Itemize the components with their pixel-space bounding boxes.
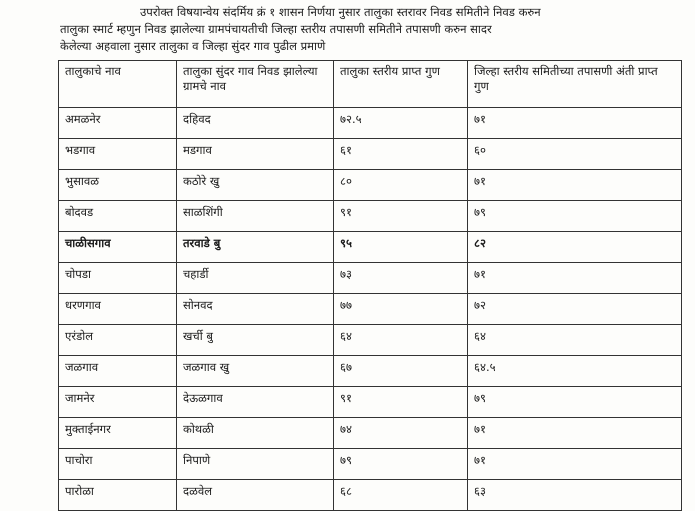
cell-district-score: ७९ <box>468 387 682 418</box>
table-row <box>59 294 682 325</box>
cell-village: सोनवद <box>177 294 334 325</box>
cell-district-score: ७९ <box>468 201 682 232</box>
cell-village: कोथळी <box>177 418 334 449</box>
cell-village: देऊळगाव <box>177 387 334 418</box>
table-row <box>59 480 682 511</box>
cell-district-score: ७२ <box>468 294 682 325</box>
cell-district-score: ७१ <box>468 170 682 201</box>
cell-village: निपाणे <box>177 449 334 480</box>
cell-taluka: जामनेर <box>59 387 177 418</box>
cell-taluka-score: ९५ <box>334 232 468 263</box>
cell-taluka: चोपडा <box>59 263 177 294</box>
cell-taluka-score: ९१ <box>334 201 468 232</box>
header-taluka-name: तालुकाचे नाव <box>59 61 177 108</box>
intro-line-2: तालुका स्मार्ट म्हणुन निवड झालेल्या ग्रामपंचायतीची जिल्हा स्तरीय तपासणी समितीने तपासणी करुन सादर <box>60 22 492 36</box>
cell-taluka-score: ६७ <box>334 356 468 387</box>
cell-taluka: पाचोरा <box>59 449 177 480</box>
cell-taluka: भुसावळ <box>59 170 177 201</box>
table-row <box>59 263 682 294</box>
intro-paragraph <box>60 4 660 55</box>
intro-line-3: केलेल्या अहवाला नुसार तालुका व जिल्हा सुंदर गाव पुढील प्रमाणे <box>60 39 326 53</box>
cell-taluka: पारोळा <box>59 480 177 511</box>
cell-taluka: जळगाव <box>59 356 177 387</box>
cell-taluka: चाळीसगाव <box>59 232 177 263</box>
cell-village: चहार्डी <box>177 263 334 294</box>
cell-taluka-score: ७४ <box>334 418 468 449</box>
cell-district-score: ६४.५ <box>468 356 682 387</box>
header-district-score: जिल्हा स्तरीय समितीच्या तपासणी अंती प्राप्त गुण <box>468 61 682 108</box>
table-header-row <box>59 61 682 108</box>
intro-line-1: उपरोक्त विषयान्वेय संदर्मिय क्रं १ शासन निर्णया नुसार तालुका स्तरावर निवड समितीने निवड करुन <box>140 5 541 19</box>
cell-district-score: ६३ <box>468 480 682 511</box>
cell-taluka-score: ६४ <box>334 325 468 356</box>
cell-district-score: ७१ <box>468 263 682 294</box>
cell-district-score: ८२ <box>468 232 682 263</box>
table-row <box>59 356 682 387</box>
cell-village: मडगाव <box>177 139 334 170</box>
header-village-name: तालुका सुंदर गाव निवड झालेल्या ग्रामचे नाव <box>177 61 334 108</box>
cell-taluka-score: ८० <box>334 170 468 201</box>
cell-village: दहिवद <box>177 108 334 139</box>
cell-taluka: एरंडोल <box>59 325 177 356</box>
cell-taluka-score: ७७ <box>334 294 468 325</box>
cell-district-score: ६० <box>468 139 682 170</box>
cell-taluka: मुक्ताईनगर <box>59 418 177 449</box>
cell-district-score: ७१ <box>468 108 682 139</box>
table-row <box>59 201 682 232</box>
cell-taluka: धरणगाव <box>59 294 177 325</box>
cell-taluka: बोदवड <box>59 201 177 232</box>
table-row <box>59 139 682 170</box>
village-score-table <box>58 60 682 511</box>
cell-village: कठोरे खु <box>177 170 334 201</box>
table-body <box>59 108 682 511</box>
cell-taluka-score: ७९ <box>334 449 468 480</box>
cell-district-score: ६४ <box>468 325 682 356</box>
cell-taluka: अमळनेर <box>59 108 177 139</box>
cell-village: जळगाव खु <box>177 356 334 387</box>
cell-taluka: भडगाव <box>59 139 177 170</box>
cell-village: साळशिंगी <box>177 201 334 232</box>
cell-village: दळवेल <box>177 480 334 511</box>
cell-village: खर्ची बु <box>177 325 334 356</box>
cell-taluka-score: ७२.५ <box>334 108 468 139</box>
table-row <box>59 418 682 449</box>
table-row <box>59 232 682 263</box>
cell-taluka-score: ९१ <box>334 387 468 418</box>
cell-taluka-score: ७३ <box>334 263 468 294</box>
table-row <box>59 449 682 480</box>
cell-district-score: ७१ <box>468 418 682 449</box>
cell-taluka-score: ६८ <box>334 480 468 511</box>
cell-taluka-score: ६१ <box>334 139 468 170</box>
header-taluka-score: तालुका स्तरीय प्राप्त गुण <box>334 61 468 108</box>
table-row <box>59 170 682 201</box>
table-row <box>59 108 682 139</box>
cell-village: तरवाडे बु <box>177 232 334 263</box>
cell-district-score: ७१ <box>468 449 682 480</box>
table-row <box>59 387 682 418</box>
table-row <box>59 325 682 356</box>
